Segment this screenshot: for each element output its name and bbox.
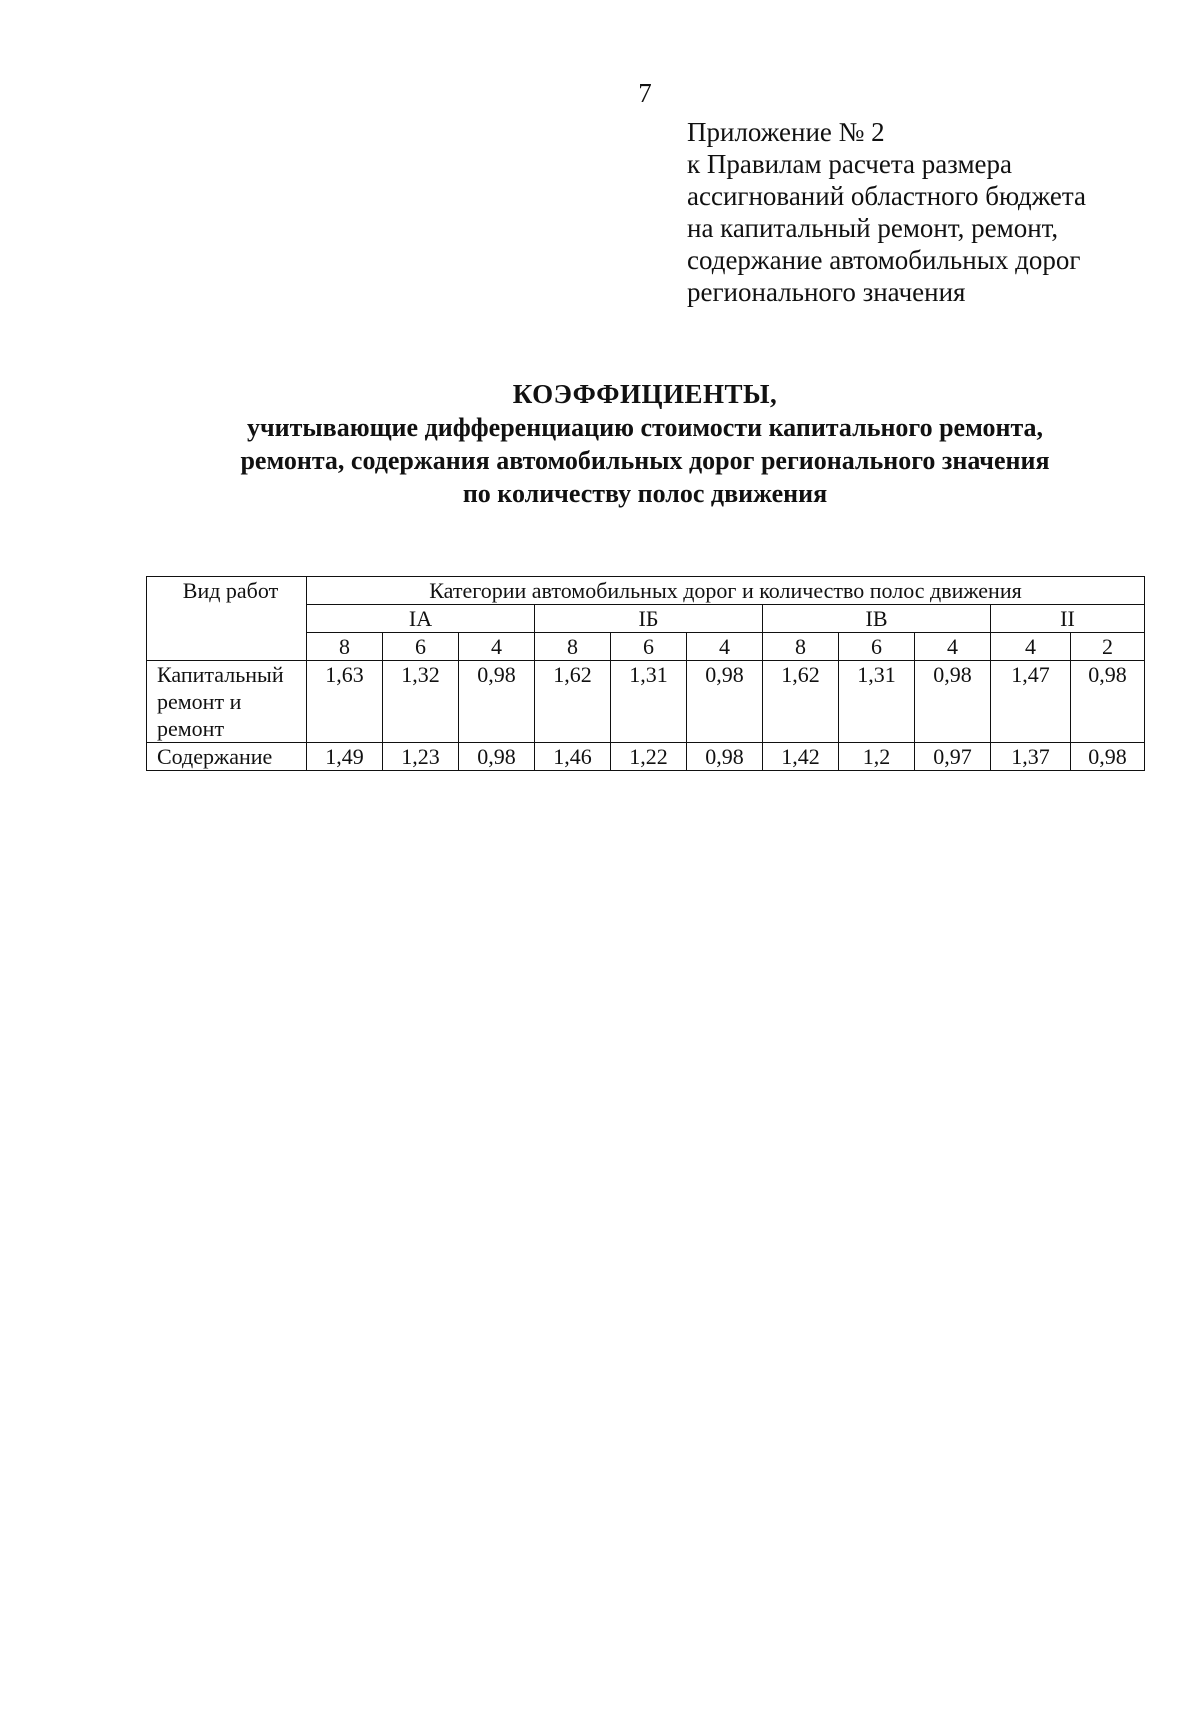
value-cell: 1,37	[991, 743, 1071, 771]
lanes-cell: 6	[611, 633, 687, 661]
appendix-line: ассигнований областного бюджета	[687, 181, 1086, 211]
work-type-cell	[147, 661, 307, 743]
title-line: по количеству полос движения	[462, 479, 828, 508]
lanes-cell: 8	[763, 633, 839, 661]
category-cell: IБ	[535, 605, 763, 633]
lanes-cell: 6	[839, 633, 915, 661]
appendix-line: на капитальный ремонт, ремонт,	[687, 213, 1059, 243]
appendix-line: регионального значения	[687, 277, 966, 307]
value-cell: 0,98	[687, 743, 763, 771]
value-cell: 0,98	[459, 743, 535, 771]
value-cell: 1,62	[535, 661, 611, 743]
lanes-cell: 4	[915, 633, 991, 661]
document-title	[0, 378, 1200, 510]
work-type-cell	[147, 743, 307, 771]
work-type-line: Капитальный	[157, 662, 284, 687]
category-group-header: Категории автомобильных дорог и количество полос движения	[307, 577, 1145, 605]
work-type-line: ремонт	[157, 716, 225, 741]
value-cell: 0,98	[687, 661, 763, 743]
value-cell: 1,42	[763, 743, 839, 771]
value-cell: 1,2	[839, 743, 915, 771]
table-row	[147, 743, 1145, 771]
value-cell: 1,46	[535, 743, 611, 771]
value-cell: 0,98	[1071, 661, 1145, 743]
value-cell: 1,49	[307, 743, 383, 771]
title-line: учитывающие дифференциацию стоимости капитального ремонта,	[246, 413, 1044, 442]
value-cell: 1,22	[611, 743, 687, 771]
value-cell: 0,97	[915, 743, 991, 771]
category-cell: IA	[307, 605, 535, 633]
table-header-row	[147, 577, 1145, 605]
value-cell: 1,23	[383, 743, 459, 771]
title-heading: КОЭФФИЦИЕНТЫ,	[512, 379, 778, 409]
value-cell: 0,98	[915, 661, 991, 743]
coefficients-table	[146, 576, 1145, 771]
value-cell: 1,47	[991, 661, 1071, 743]
work-type-line: ремонт и	[157, 689, 242, 714]
value-cell: 0,98	[459, 661, 535, 743]
appendix-note	[687, 116, 1086, 308]
lanes-cell: 8	[307, 633, 383, 661]
title-line: ремонта, содержания автомобильных дорог регионального значения	[240, 446, 1050, 475]
table-row	[147, 661, 1145, 743]
value-cell: 1,32	[383, 661, 459, 743]
appendix-line: Приложение № 2	[687, 117, 885, 147]
appendix-line: содержание автомобильных дорог	[687, 245, 1081, 275]
value-cell: 1,31	[839, 661, 915, 743]
page-number: 7	[638, 78, 652, 108]
value-cell: 1,63	[307, 661, 383, 743]
lanes-cell: 4	[459, 633, 535, 661]
work-type-header: Вид работ	[147, 577, 307, 661]
lanes-cell: 8	[535, 633, 611, 661]
category-cell: IB	[763, 605, 991, 633]
lanes-cell: 2	[1071, 633, 1145, 661]
value-cell: 1,31	[611, 661, 687, 743]
value-cell: 0,98	[1071, 743, 1145, 771]
value-cell: 1,62	[763, 661, 839, 743]
lanes-cell: 4	[687, 633, 763, 661]
category-cell: II	[991, 605, 1145, 633]
appendix-line: к Правилам расчета размера	[687, 149, 1013, 179]
lanes-cell: 4	[991, 633, 1071, 661]
lanes-cell: 6	[383, 633, 459, 661]
work-type-line: Содержание	[157, 744, 273, 769]
